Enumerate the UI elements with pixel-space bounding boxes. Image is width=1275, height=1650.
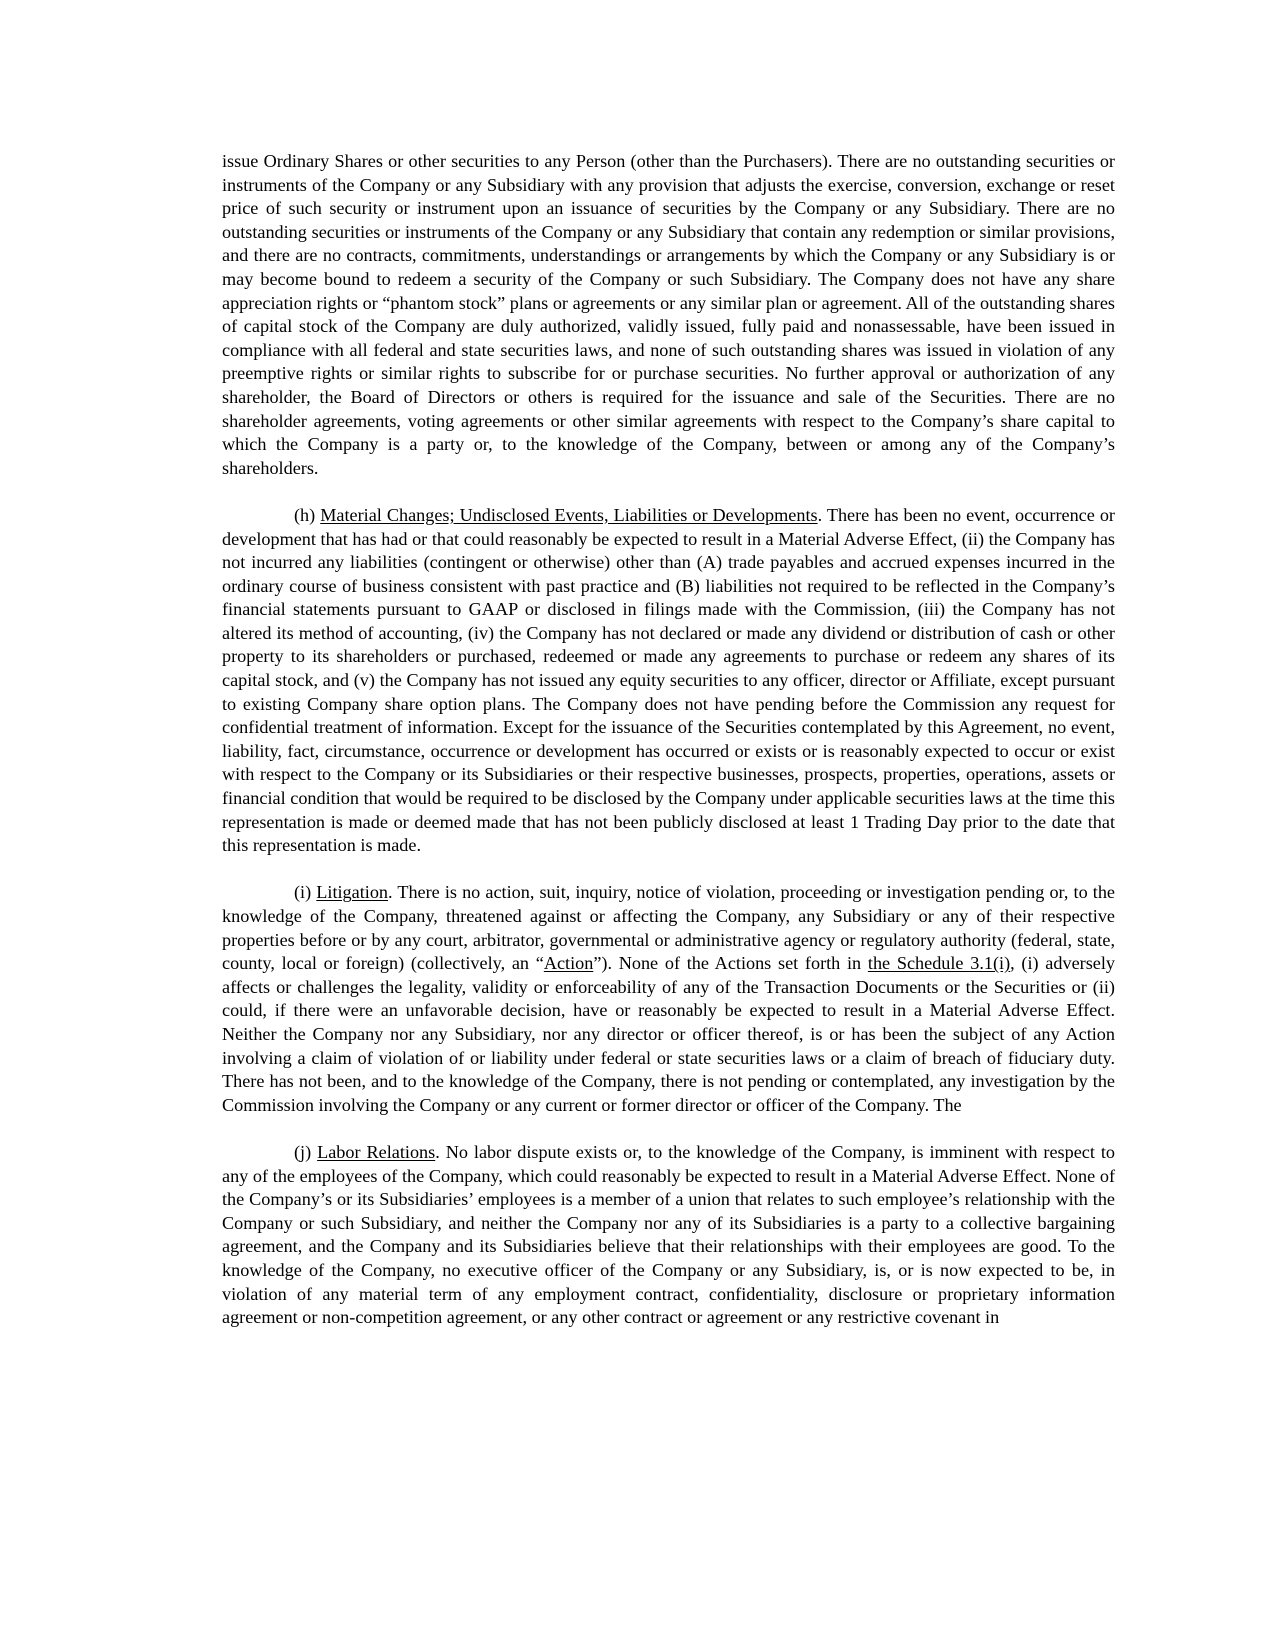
section-heading-litigation: Litigation <box>316 882 389 903</box>
section-body-litigation-part2: ”). None of the Actions set forth in <box>593 953 868 974</box>
section-heading-material-changes: Material Changes; Undisclosed Events, Liabilities or Developments <box>320 504 818 525</box>
paragraph-material-changes <box>222 504 1115 858</box>
defined-term-action: Action <box>543 953 594 974</box>
paragraph-capitalization-continued: issue Ordinary Shares or other securities to any Person (other than the Purchasers). There are no outstanding securities or instruments of the Company or any Subsidiary with any provision that adjusts the exercise, conversion, exchange or reset price of such security or instrument upon an issuance of securities by the Company or any Subsidiary. There are no outstanding securities or instruments of the Company or any Subsidiary that contain any redemption or similar provisions, and there are no contracts, commitments, understandings or arrangements by which the Company or any Subsidiary is or may become bound to redeem a security of the Company or such Subsidiary. The Company does not have any share appreciation rights or “phantom stock” plans or agreements or any similar plan or agreement. All of the outstanding shares of capital stock of the Company are duly authorized, validly issued, fully paid and nonassessable, have been issued in compliance with all federal and state securities laws, and none of such outstanding shares was issued in violation of any preemptive rights or similar rights to subscribe for or purchase securities. No further approval or authorization of any shareholder, the Board of Directors or others is required for the issuance and sale of the Securities. There are no shareholder agreements, voting agreements or other similar agreements with respect to the Company’s share capital to which the Company is a party or, to the knowledge of the Company, between or among any of the Company’s shareholders. <box>222 151 1115 478</box>
section-body-material-changes: . There has been no event, occurrence or development that has had or that could reasonably be expected to result in a Material Adverse Effect, (ii) the Company has not incurred any liabilities (contingent or otherwise) other than (A) trade payables and accrued expenses incurred in the ordinary course of business consistent with past practice and (B) liabilities not required to be reflected in the Company’s financial statements pursuant to GAAP or disclosed in filings made with the Commission, (iii) the Company has not altered its method of accounting, (iv) the Company has not declared or made any dividend or distribution of cash or other property to its shareholders or purchased, redeemed or made any agreements to purchase or redeem any shares of its capital stock, and (v) the Company has not issued any equity securities to any officer, director or Affiliate, except pursuant to existing Company share option plans. The Company does not have pending before the Commission any request for confidential treatment of information. Except for the issuance of the Securities contemplated by this Agreement, no event, liability, fact, circumstance, occurrence or development has occurred or exists or is reasonably expected to occur or exist with respect to the Company or its Subsidiaries or their respective businesses, prospects, properties, operations, assets or financial condition that would be required to be disclosed by the Company under applicable securities laws at the time this representation is made or deemed made that has not been publicly disclosed at least 1 Trading Day prior to the date that this representation is made. <box>222 504 1115 856</box>
section-label-h: (h) <box>294 504 321 525</box>
section-body-litigation-part3: , (i) adversely affects or challenges the legality, validity or enforceability of any of the Transaction Documents or the Securities or (ii) could, if there were an unfavorable decision, have or reasonably be expected to result in a Material Adverse Effect. Neither the Company nor any Subsidiary, nor any director or officer thereof, is or has been the subject of any Action involving a claim of violation of or liability under federal or state securities laws or a claim of breach of fiduciary duty. There has not been, and to the knowledge of the Company, there is not pending or contemplated, any investigation by the Commission involving the Company or any current or former director or officer of the Company. The <box>222 953 1115 1115</box>
document-page <box>222 150 1115 1330</box>
paragraph-litigation <box>222 881 1115 1117</box>
section-label-j: (j) <box>294 1141 318 1162</box>
section-body-litigation-part1: . There is no action, suit, inquiry, notice of violation, proceeding or investigation pending or, to the knowledge of the Company, threatened against or affecting the Company, any Subsidiary or any of their respective properties before or by any court, arbitrator, governmental or administrative agency or regulatory authority (federal, state, county, local or foreign) (collectively, an “ <box>222 882 1115 974</box>
section-label-i: (i) <box>294 882 317 903</box>
paragraph-labor-relations <box>222 1141 1115 1330</box>
schedule-reference: the Schedule 3.1(i) <box>867 953 1011 974</box>
section-body-labor-relations: . No labor dispute exists or, to the knowledge of the Company, is imminent with respect to any of the employees of the Company, which could reasonably be expected to result in a Material Adverse Effect. None of the Company’s or its Subsidiaries’ employees is a member of a union that relates to such employee’s relationship with the Company or such Subsidiary, and neither the Company nor any of its Subsidiaries is a party to a collective bargaining agreement, and the Company and its Subsidiaries believe that their relationships with their employees are good. To the knowledge of the Company, no executive officer of the Company or any Subsidiary, is, or is now expected to be, in violation of any material term of any employment contract, confidentiality, disclosure or proprietary information agreement or non-competition agreement, or any other contract or agreement or any restrictive covenant in <box>222 1141 1115 1328</box>
section-heading-labor-relations: Labor Relations <box>317 1141 436 1162</box>
